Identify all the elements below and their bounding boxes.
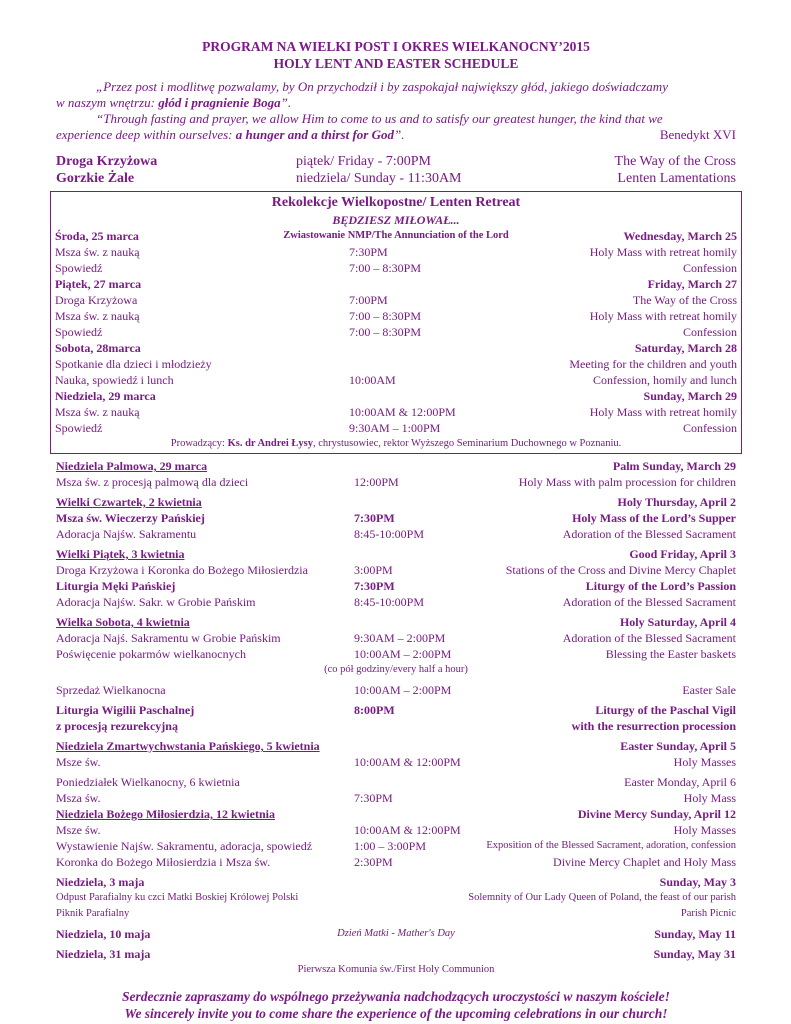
row-label-polish: Spowiedź bbox=[55, 325, 103, 339]
retreat-title-row bbox=[55, 194, 737, 212]
schedule-row bbox=[56, 854, 736, 870]
row-label-english: Sunday, May 11 bbox=[654, 927, 736, 941]
row-label-polish: Wielki Czwartek, 2 kwietnia bbox=[56, 495, 202, 509]
weekly-services bbox=[56, 153, 736, 187]
row-label-english: Good Friday, April 3 bbox=[629, 547, 736, 561]
schedule-row bbox=[56, 906, 736, 922]
row-label-polish: Msze św. bbox=[56, 823, 101, 837]
schedule-row bbox=[56, 458, 736, 474]
schedule-row bbox=[55, 340, 737, 356]
schedule-row bbox=[56, 774, 736, 790]
quote-polish-end: ”. bbox=[280, 95, 292, 110]
row-label-english: Sunday, May 3 bbox=[659, 875, 736, 889]
row-time: Pierwsza Komunia św./First Holy Communion bbox=[297, 964, 495, 975]
row-label-english: Adoration of the Blessed Sacrament bbox=[562, 631, 736, 645]
row-label-polish: Piątek, 27 marca bbox=[55, 277, 142, 291]
row-label-english: Easter Sunday, April 5 bbox=[620, 739, 736, 753]
row-label-english: Stations of the Cross and Divine Mercy Chaplet bbox=[505, 563, 736, 577]
row-label-english: Easter Sale bbox=[682, 683, 736, 697]
row-label-english: Adoration of the Blessed Sacrament bbox=[562, 527, 736, 541]
retreat-rows bbox=[55, 228, 737, 436]
row-time: 7:30PM bbox=[354, 579, 395, 593]
schedule-row bbox=[56, 890, 736, 906]
row-time: niedziela/ Sunday - 11:30AM bbox=[296, 171, 462, 186]
schedule-row bbox=[56, 662, 736, 678]
retreat-box bbox=[50, 191, 742, 454]
row-label-polish: Niedziela, 10 maja bbox=[56, 927, 151, 941]
row-time: 7:00PM bbox=[349, 293, 388, 307]
row-label-polish: Piknik Parafialny bbox=[56, 908, 130, 919]
quote-polish-emphasis: głód i pragnienie Boga bbox=[158, 95, 281, 110]
row-time: 7:30PM bbox=[354, 511, 395, 525]
row-label-polish: Niedziela, 29 marca bbox=[55, 389, 156, 403]
row-label-polish: Niedziela Palmowa, 29 marca bbox=[56, 459, 208, 473]
easter-schedule bbox=[56, 458, 736, 978]
retreat-title: Rekolekcje Wielkopostne/ Lenten Retreat bbox=[271, 195, 521, 210]
page-title bbox=[56, 38, 736, 72]
schedule-row bbox=[56, 946, 736, 962]
schedule-row bbox=[55, 420, 737, 436]
row-label-polish: Liturgia Męki Pańskiej bbox=[56, 579, 176, 593]
row-label-english: Liturgy of the Lord’s Passion bbox=[585, 579, 736, 593]
row-label-polish: Spowiedź bbox=[55, 421, 103, 435]
row-label-english: Holy Saturday, April 4 bbox=[619, 615, 736, 629]
opening-quote bbox=[56, 79, 736, 143]
row-label-english: Holy Masses bbox=[673, 823, 736, 837]
retreat-subtitle: BĘDZIESZ MIŁOWAŁ... bbox=[332, 213, 460, 227]
schedule-row bbox=[56, 702, 736, 718]
schedule-row bbox=[56, 926, 736, 942]
row-label-polish: Poniedziałek Wielkanocny, 6 kwietnia bbox=[56, 775, 240, 789]
row-label-polish: Sobota, 28marca bbox=[55, 341, 141, 355]
row-time: 7:00 – 8:30PM bbox=[349, 261, 422, 275]
row-label-english: Holy Masses bbox=[673, 755, 736, 769]
row-label-english: Adoration of the Blessed Sacrament bbox=[562, 595, 736, 609]
schedule-row bbox=[56, 562, 736, 578]
row-time: 8:00PM bbox=[354, 703, 395, 717]
schedule-row bbox=[56, 874, 736, 890]
row-time: 7:00 – 8:30PM bbox=[349, 309, 422, 323]
row-time: Zwiastowanie NMP/The Annunciation of the Lord bbox=[283, 230, 509, 241]
quote-author: Benedykt XVI bbox=[659, 127, 736, 142]
row-label-polish: Spotkanie dla dzieci i młodzieży bbox=[55, 357, 212, 371]
schedule-row bbox=[56, 738, 736, 754]
row-label-polish: Msza św. bbox=[56, 791, 101, 805]
schedule-row bbox=[55, 244, 737, 260]
row-label-polish: Niedziela Bożego Miłosierdzia, 12 kwietnia bbox=[56, 807, 275, 821]
row-label-polish: Koronka do Bożego Miłosierdzia i Msza św. bbox=[56, 855, 271, 869]
retreat-leader bbox=[55, 436, 737, 451]
schedule-row bbox=[55, 228, 737, 244]
quote-english-text: experience deep within ourselves: bbox=[56, 127, 236, 142]
quote-english-end: ”. bbox=[393, 127, 405, 142]
row-label-polish: Msza św. z nauką bbox=[55, 405, 140, 419]
schedule-row bbox=[55, 276, 737, 292]
row-label-english: Confession bbox=[683, 325, 737, 339]
row-label-english: Exposition of the Blessed Sacrament, adoration, confession bbox=[486, 840, 736, 851]
row-time: 7:30PM bbox=[354, 791, 393, 805]
schedule-row bbox=[55, 356, 737, 372]
row-label-polish: Wystawienie Najśw. Sakramentu, adoracja, spowiedź bbox=[56, 839, 313, 853]
row-label-polish: Sprzedaż Wielkanocna bbox=[56, 683, 166, 697]
row-label-english: Sunday, May 31 bbox=[653, 947, 736, 961]
row-label-polish: Adoracja Najś. Sakramentu w Grobie Pańskim bbox=[56, 631, 281, 645]
row-label-english: Holy Mass bbox=[683, 791, 736, 805]
title-english: HOLY LENT AND EASTER SCHEDULE bbox=[273, 56, 519, 71]
schedule-row bbox=[56, 962, 736, 978]
row-time: 10:00AM & 12:00PM bbox=[354, 823, 461, 837]
retreat-leader-prefix: Prowadzący: bbox=[170, 438, 228, 449]
schedule-row bbox=[56, 494, 736, 510]
schedule-row bbox=[56, 614, 736, 630]
row-time: 8:45-10:00PM bbox=[354, 595, 425, 609]
closing-invitation bbox=[56, 988, 736, 1022]
schedule-row bbox=[56, 153, 736, 170]
row-label-english: Divine Mercy Sunday, April 12 bbox=[577, 807, 736, 821]
schedule-row bbox=[56, 822, 736, 838]
row-label-english: Holy Mass of the Lord’s Supper bbox=[572, 511, 736, 525]
row-label-polish: Adoracja Najśw. Sakramentu bbox=[56, 527, 197, 541]
retreat-subtitle-row bbox=[55, 212, 737, 228]
row-time: 10:00AM bbox=[349, 373, 396, 387]
schedule-row bbox=[56, 790, 736, 806]
row-time: 3:00PM bbox=[354, 563, 393, 577]
row-label-english: Holy Mass with retreat homily bbox=[589, 309, 737, 323]
row-label-polish: Niedziela, 3 maja bbox=[56, 875, 145, 889]
row-label-polish: Niedziela Zmartwychwstania Pańskiego, 5 kwietnia bbox=[56, 739, 320, 753]
row-label-english: Sunday, March 29 bbox=[643, 389, 737, 403]
row-label-english: Lenten Lamentations bbox=[617, 171, 736, 186]
schedule-row bbox=[56, 682, 736, 698]
row-time: 10:00AM & 12:00PM bbox=[354, 755, 461, 769]
row-label-english: Easter Monday, April 6 bbox=[624, 775, 736, 789]
row-label-polish: z procesją rezurekcyjną bbox=[56, 719, 178, 733]
row-time: 7:30PM bbox=[349, 245, 388, 259]
schedule-row bbox=[56, 546, 736, 562]
row-time: 10:00AM – 2:00PM bbox=[354, 647, 452, 661]
row-label-english: The Way of the Cross bbox=[614, 154, 736, 169]
row-label-english: Holy Mass with palm procession for children bbox=[518, 475, 736, 489]
quote-english-line-1: “Through fasting and prayer, we allow Him to come to us and to satisfy our greatest hunger, the kind that we bbox=[96, 111, 663, 126]
row-label-english: Blessing the Easter baskets bbox=[605, 647, 736, 661]
row-label-polish: Droga Krzyżowa bbox=[56, 154, 158, 169]
row-label-english: Divine Mercy Chaplet and Holy Mass bbox=[553, 855, 736, 869]
row-label-polish: Spowiedź bbox=[55, 261, 103, 275]
schedule-row bbox=[56, 526, 736, 542]
row-time: (co pół godziny/every half a hour) bbox=[324, 664, 468, 675]
row-label-polish: Nauka, spowiedź i lunch bbox=[55, 373, 174, 387]
row-label-english: Confession bbox=[683, 261, 737, 275]
row-time: 9:30AM – 1:00PM bbox=[349, 421, 441, 435]
row-label-english: Liturgy of the Paschal Vigil bbox=[595, 703, 736, 717]
schedule-row bbox=[56, 474, 736, 490]
row-time: piątek/ Friday - 7:00PM bbox=[296, 154, 431, 169]
quote-english-emphasis: a hunger and a thirst for God bbox=[235, 127, 394, 142]
row-time: 1:00 – 3:00PM bbox=[354, 839, 427, 853]
schedule-row bbox=[56, 578, 736, 594]
row-label-english: with the resurrection procession bbox=[571, 719, 736, 733]
row-label-polish: Adoracja Najśw. Sakr. w Grobie Pańskim bbox=[56, 595, 256, 609]
row-label-english: Saturday, March 28 bbox=[634, 341, 737, 355]
row-label-polish: Niedziela, 31 maja bbox=[56, 947, 151, 961]
schedule-row bbox=[55, 308, 737, 324]
row-label-polish: Poświęcenie pokarmów wielkanocnych bbox=[56, 647, 246, 661]
schedule-row bbox=[55, 372, 737, 388]
schedule-row bbox=[55, 404, 737, 420]
schedule-row bbox=[56, 646, 736, 662]
row-label-english: Wednesday, March 25 bbox=[623, 229, 737, 243]
closing-english: We sincerely invite you to come share the experience of the upcoming celebrations in our church! bbox=[124, 1006, 668, 1021]
row-label-english: The Way of the Cross bbox=[632, 293, 737, 307]
row-label-polish: Msze św. bbox=[56, 755, 101, 769]
row-label-english: Solemnity of Our Lady Queen of Poland, the feast of our parish bbox=[468, 892, 736, 903]
schedule-row bbox=[55, 388, 737, 404]
schedule-row bbox=[55, 324, 737, 340]
row-time: 12:00PM bbox=[354, 475, 399, 489]
row-time: Dzień Matki - Mather's Day bbox=[337, 928, 455, 939]
schedule-row bbox=[56, 718, 736, 734]
row-label-polish: Msza św. z nauką bbox=[55, 309, 140, 323]
row-time: 10:00AM & 12:00PM bbox=[349, 405, 456, 419]
schedule-row bbox=[56, 806, 736, 822]
quote-english-line-2 bbox=[56, 127, 736, 143]
schedule-row bbox=[56, 510, 736, 526]
row-label-english: Holy Mass with retreat homily bbox=[589, 245, 737, 259]
row-label-english: Holy Mass with retreat homily bbox=[589, 405, 737, 419]
row-label-polish: Msza św. Wieczerzy Pańskiej bbox=[56, 511, 205, 525]
schedule-page bbox=[56, 38, 736, 1022]
row-label-polish: Wielki Piątek, 3 kwietnia bbox=[56, 547, 185, 561]
row-label-english: Friday, March 27 bbox=[647, 277, 737, 291]
row-label-polish: Wielka Sobota, 4 kwietnia bbox=[56, 615, 190, 629]
schedule-row bbox=[56, 630, 736, 646]
row-label-english: Holy Thursday, April 2 bbox=[617, 495, 736, 509]
row-label-polish: Droga Krzyżowa i Koronka do Bożego Miłosierdzia bbox=[56, 563, 308, 577]
closing-polish: Serdecznie zapraszamy do wspólnego przeżywania nadchodzących uroczystości w naszym kościele! bbox=[122, 989, 670, 1004]
retreat-leader-name: Ks. dr Andrei Łysy bbox=[227, 438, 313, 449]
row-time: 8:45-10:00PM bbox=[354, 527, 425, 541]
schedule-row bbox=[56, 594, 736, 610]
row-label-english: Palm Sunday, March 29 bbox=[612, 459, 736, 473]
row-time: 10:00AM – 2:00PM bbox=[354, 683, 452, 697]
quote-polish-line-2 bbox=[56, 95, 736, 111]
quote-polish-text: w naszym wnętrzu: bbox=[56, 95, 159, 110]
row-label-polish: Odpust Parafialny ku czci Matki Boskiej Królowej Polski bbox=[56, 892, 299, 903]
row-label-polish: Msza św. z procesją palmową dla dzieci bbox=[56, 475, 249, 489]
row-label-english: Parish Picnic bbox=[680, 908, 736, 919]
row-label-polish: Msza św. z nauką bbox=[55, 245, 140, 259]
schedule-row bbox=[55, 292, 737, 308]
schedule-row bbox=[56, 170, 736, 187]
row-label-polish: Droga Krzyżowa bbox=[55, 293, 138, 307]
schedule-row bbox=[55, 260, 737, 276]
row-time: 2:30PM bbox=[354, 855, 393, 869]
retreat-leader-row bbox=[55, 436, 737, 451]
schedule-row bbox=[56, 754, 736, 770]
row-time: 9:30AM – 2:00PM bbox=[354, 631, 446, 645]
row-label-english: Confession, homily and lunch bbox=[593, 373, 737, 387]
row-label-polish: Gorzkie Żale bbox=[56, 171, 135, 186]
schedule-row bbox=[56, 838, 736, 854]
row-label-polish: Liturgia Wigilii Paschalnej bbox=[56, 703, 195, 717]
title-polish: PROGRAM NA WIELKI POST I OKRES WIELKANOCNY’2015 bbox=[202, 39, 590, 54]
retreat-leader-desc: , chrystusowiec, rektor Wyższego Seminarium Duchownego w Poznaniu. bbox=[312, 438, 622, 449]
row-label-english: Meeting for the children and youth bbox=[569, 357, 737, 371]
quote-polish-line-1: „Przez post i modlitwę pozwalamy, by On przychodził i by zaspokajał największy głód, jakiego doświadczamy bbox=[96, 79, 668, 94]
row-time: 7:00 – 8:30PM bbox=[349, 325, 422, 339]
row-label-english: Confession bbox=[683, 421, 737, 435]
row-label-polish: Środa, 25 marca bbox=[55, 229, 139, 243]
